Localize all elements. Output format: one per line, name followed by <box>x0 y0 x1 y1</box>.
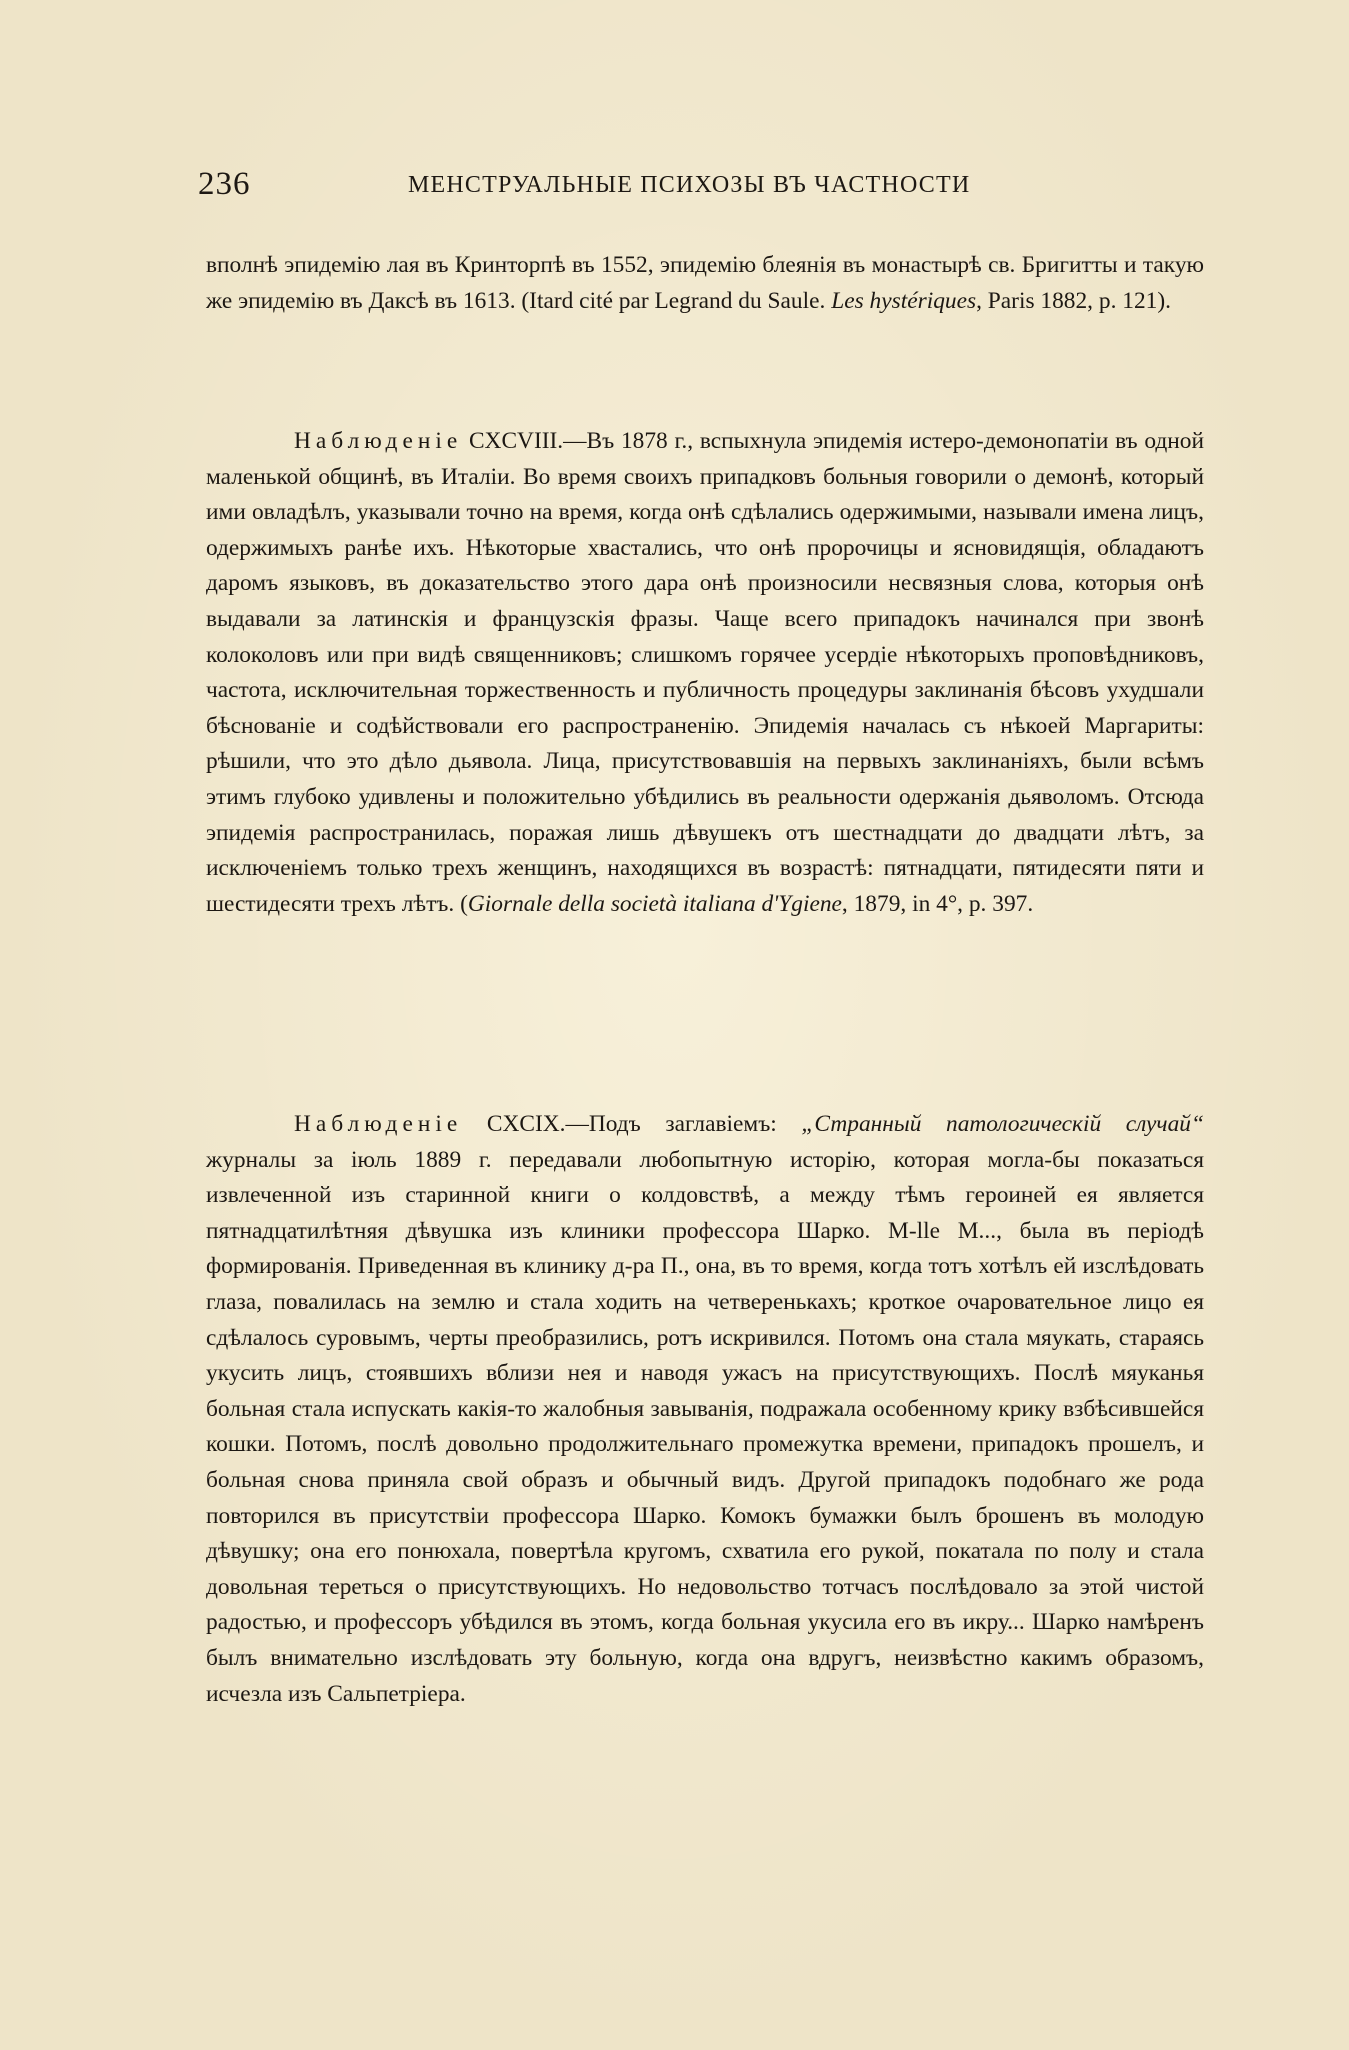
observation-text: CXCVIII.—Въ 1878 г., вспыхнула эпидемія истеро-демонопатіи въ одной маленькой общинѣ, въ Италіи. Во время своихъ припадковъ больныя говорили о демонѣ, который ими овладѣлъ, указывали точно на время, когда онѣ сдѣлались одержимыми, называли имена лицъ, одержимыхъ ранѣе ихъ. Нѣкоторые хвастались, что онѣ пророчицы и ясновидящія, обладаютъ даромъ языковъ, въ доказательство этого дара онѣ произносили несвязныя слова, которыя онѣ выдавали за латинскія и французскія фразы. Чаще всего припадокъ начинался при звонѣ колоколовъ или при видѣ священниковъ; слишкомъ горячее усердіе нѣкоторыхъ проповѣдниковъ, частота, исключительная торжественность и публичность процедуры заклинанія бѣсовъ ухудшали бѣснованіе и содѣйствовали его распространенію. Эпидемія началась съ нѣкоей Маргариты: рѣшили, что это дѣло дьявола. Лица, присутствовавшія на первыхъ заклинаніяхъ, были всѣмъ этимъ глубоко удивлены и положительно убѣдились въ реальности одержанія дьяволомъ. Отсюда эпидемія распространилась, поражая лишь дѣвушекъ отъ шестнадцати до двадцати лѣтъ, за исключеніемъ только трехъ женщинъ, находящихся въ возрастѣ: пятнадцати, пятидесяти пяти и шестидесяти трехъ лѣтъ. ( <box>206 428 1204 917</box>
observation-text: журналы за іюль 1889 г. передавали любопытную исторію, которая могла-бы показаться извлеченной изъ старинной книги о колдовствѣ, а между тѣмъ героиней ея является пятнадцатилѣтняя дѣвушка изъ клиники профессора Шарко. M-lle M..., была въ періодѣ формированія. Приведенная въ клинику д-ра П., она, въ то время, когда тотъ хотѣлъ ей изслѣдовать глаза, повалилась на землю и стала ходить на четверенькахъ; кроткое очаровательное лицо ея сдѣлалось суровымъ, черты преобразились, ротъ искривился. Потомъ она стала мяукать, стараясь укусить лицъ, стоявшихъ вблизи нея и наводя ужасъ на присутствующихъ. Послѣ мяуканья больная стала испускать какія-то жалобныя завыванія, подражала особенному крику взбѣсившейся кошки. Потомъ, послѣ довольно продолжительнаго промежутка времени, припадокъ прошелъ, и больная снова приняла свой образъ и обычный видъ. Другой припадокъ подобнаго же рода повторился въ присутствіи профессора Шарко. Комокъ бумажки былъ брошенъ въ молодую дѣвушку; она его понюхала, повертѣла кругомъ, схватила его рукой, покатала по полу и стала довольная тереться о присутствующихъ. Но недовольство тотчасъ послѣдовало за этой чистой радостью, и профессоръ убѣдился въ этомъ, когда больная укусила его въ икру... Шарко намѣренъ былъ внимательно изслѣдовать эту больную, когда она вдругъ, неизвѣстно какимъ образомъ, исчезла изъ Сальпетріера. <box>206 1146 1204 1707</box>
observation-label: Наблюденіе <box>294 1111 463 1137</box>
paragraph-continuation <box>206 248 1204 319</box>
source-journal: Giornale della società italiana d'Ygiene <box>467 890 842 917</box>
paragraph-text: вполнѣ эпидемію лая въ Кринторпѣ въ 1552, эпидемію блеянія въ монастырѣ св. Бригитты и такую же эпидемію въ Даксѣ въ 1613. (Itard cité par Legrand du Saule. <box>206 252 1204 314</box>
running-title: МЕНСТРУАЛЬНЫЕ ПСИХОЗЫ ВЪ ЧАСТНОСТИ <box>408 172 971 198</box>
citation-tail: , Paris 1882, p. 121). <box>976 287 1171 314</box>
quoted-title: „Странный патологическій случай“ <box>801 1111 1204 1137</box>
page-header <box>198 166 1199 206</box>
source-tail: , 1879, in 4°, p. 397. <box>841 890 1034 917</box>
page-number: 236 <box>198 166 251 202</box>
observation-label: Наблюденіе <box>294 428 463 454</box>
observation-intro: CXCIX.—Подъ заглавіемъ: <box>462 1111 802 1137</box>
observation-199 <box>206 1107 1204 1712</box>
cited-work-title: Les hystériques <box>831 287 977 314</box>
observation-198 <box>206 424 1204 922</box>
